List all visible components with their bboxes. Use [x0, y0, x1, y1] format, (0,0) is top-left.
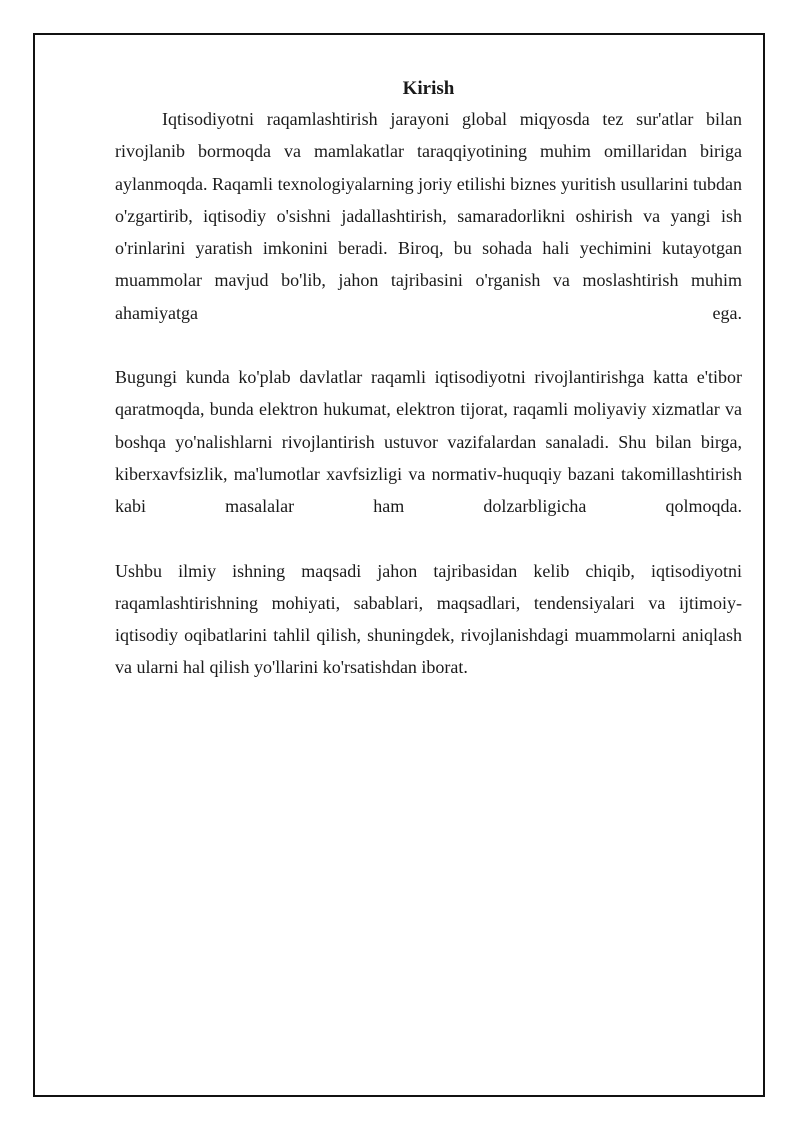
paragraph-spacer	[115, 329, 742, 361]
document-body	[115, 74, 742, 684]
document-title: Kirish	[402, 78, 455, 99]
paragraph-3: Ushbu ilmiy ishning maqsadi jahon tajribasidan kelib chiqib, iqtisodiyotni raqamlashtirishning mohiyati, sabablari, maqsadlari, tendensiyalari va ijtimoiy-iqtisodiy oqibatlarini tahlil qilish, shuningdek, rivojlanishdagi muammolarni aniqlash va ularni hal qilish yo'llarini ko'rsatishdan iborat.	[115, 560, 742, 678]
paragraph-2: Bugungi kunda ko'plab davlatlar raqamli iqtisodiyotni rivojlantirishga katta e'tibor qaratmoqda, bunda elektron hukumat, elektron tijorat, raqamli moliyaviy xizmatlar va boshqa yo'nalishlarni rivojlantirish ustuvor vazifalardan sanaladi. Shu bilan birga, kiberxavfsizlik, ma'lumotlar xavfsizligi va normativ-huquqiy bazani takomillashtirish kabi masalalar ham dolzarbligicha qolmoqda.	[115, 367, 742, 517]
paragraph-1: Iqtisodiyotni raqamlashtirish jarayoni global miqyosda tez sur'atlar bilan rivojlanib bormoqda va mamlakatlar taraqqiyotining muhim omillaridan biriga aylanmoqda. Raqamli texnologiyalarning joriy etilishi biznes yuritish usullarini tubdan o'zgartirib, iqtisodiy o'sishni jadallashtirish, samaradorlikni oshirish va yangi ish o'rinlarini yaratish imkonini beradi. Biroq, bu sohada hali yechimini kutayotgan muammolar mavjud bo'lib, jahon tajribasini o'rganish va moslashtirish muhim ahamiyatga ega.	[115, 109, 742, 323]
paragraph-spacer	[115, 523, 742, 555]
